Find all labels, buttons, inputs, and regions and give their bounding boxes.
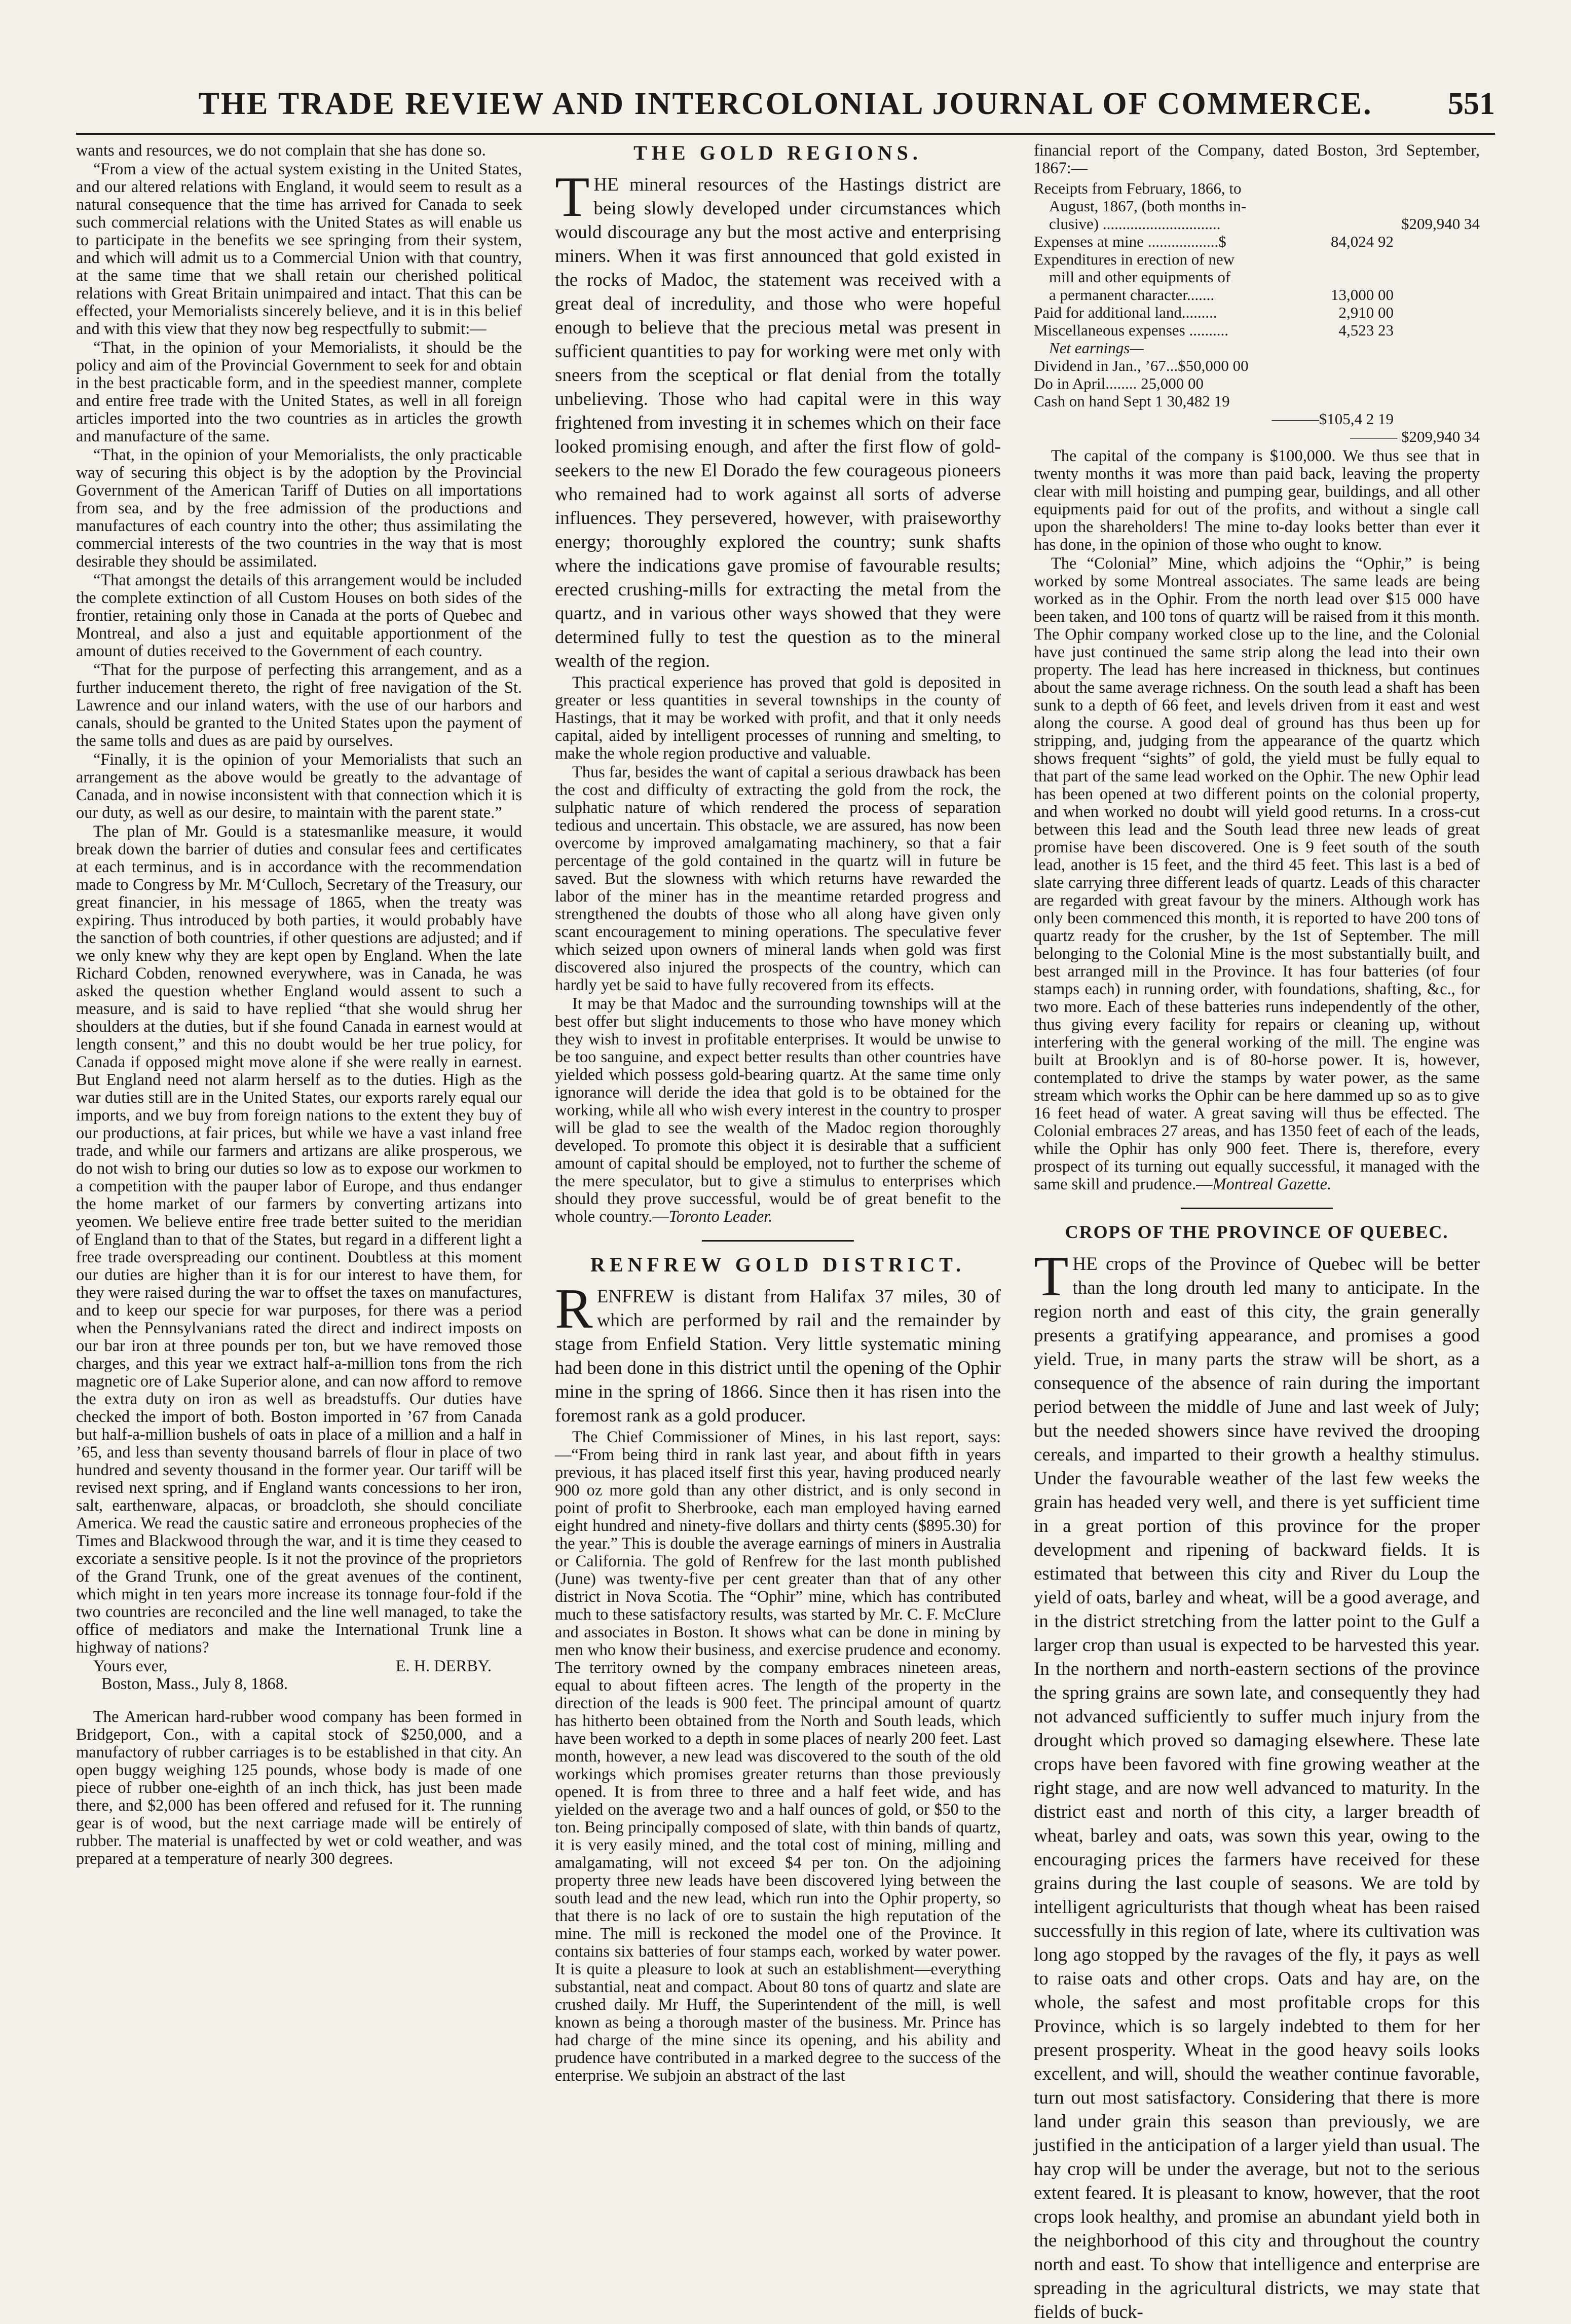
section-title-gold-regions: THE GOLD REGIONS. xyxy=(633,141,922,164)
header-rule xyxy=(76,133,1495,135)
fin-value: 13,000 00 xyxy=(1331,286,1394,304)
lead-paragraph xyxy=(555,1278,1001,1428)
fin-line: Net earnings— xyxy=(1049,339,1144,357)
paragraph: The Chief Commissioner of Mines, in his last report, says:—“From being third in rank last year, and about fifth in years previous, it has placed itself first this year, having produced nearly 900 oz more gold than any other district, and is only second in point of profit to Sherbrooke, each man employed having earned eight hundred and ninety-five dollars and thirty cents ($895.30) for the year.” This is double the average earnings of miners in Australia or California. The gold of Renfrew for the last month published (June) was twenty-five per cent greater than that of any other district in Nova Scotia. The “Ophir” mine, which has contributed much to these satisfactory results, was started by Mr. C. F. McClure and associates in Boston. It shows what can be done in mining by men who know their business, and exercise prudence and economy. The territory owned by the company embraces nineteen areas, equal to about fifteen acres. The length of the property in the direction of the leads is 900 feet. The principal amount of quartz has hitherto been obtained from the North and South leads, which have been worked to a depth in some places of nearly 200 feet. Last month, however, a new lead was discovered to the south of the old workings which promises greater returns than those previously opened. It is from three to three and a half feet wide, and has yielded on the average two and a half ounces of gold, or $50 to the ton. Being principally composed of slate, with thin bands of quartz, it is very easily mined, and the total cost of mining, milling and amalgamating, will not exceed $4 per ton. On the adjoining property three new leads have been discovered lying between the south lead and the new lead, which run into the Ophir property, so that there is no lack of ore to sustain the high reputation of the mine. The mill is reckoned the model one of the Province. It contains six batteries of four stamps each, worked by water power. It is quite a pleasure to look at such an establishment—everything substantial, neat and compact. About 80 tons of quartz and slate are crushed daily. Mr Huff, the Superintendent of the mill, is well known as being a thorough master of the business. Mr. Prince has had charge of the mine since its opening, and his ability and prudence have contributed in a marked degree to the success of the enterprise. We subjoin an abstract of the last xyxy=(555,1428,1001,2085)
column-1 xyxy=(76,142,522,2225)
fin-line: Expenditures in erection of new xyxy=(1034,250,1235,268)
column-2 xyxy=(555,142,1001,2225)
paragraph-text: It may be that Madoc and the surrounding townships will at the best offer but slight inducements to those who have money which they wish to invest in profitable enterprises. It would be unwise to be too sanguine, and expect better results than other countries have yielded which possess gold-bearing quartz. At the same time only ignorance will deride the idea that gold is to be obtained for the working, while all who wish every interest in the country to prosper will be glad to see the wealth of the Madoc region thoroughly developed. To promote this object it is desirable that a sufficient amount of capital should be employed, not to further the scheme of the mere speculator, but to give a stimulus to enterprises which should they prove successful, would be of great benefit to the whole country.— xyxy=(555,995,1001,1226)
paragraph: The American hard-rubber wood company has been formed in Bridgeport, Con., with a capital stock of $250,000, and a manufactory of rubber carriages is to be established in that city. An open buggy weighing 125 pounds, whose body is made of one piece of rubber one-eighth of an inch thick, has just been made there, and $2,000 has been offered and refused for it. The running gear is of wood, but the next carriage made will be entirely of rubber. The material is unaffected by wet or cold weather, and was prepared at a temperature of nearly 300 degrees. xyxy=(76,1708,522,1868)
lead-text: ENFREW is distant from Halifax 37 miles, 30 of which are performed by rail and the remainder by stage from Enfield Station. Very little systematic mining had been done in this district until the opening of the Ophir mine in the spring of 1866. Since then it has risen into the foremost rank as a gold producer. xyxy=(555,1286,1001,1426)
fin-label: a permanent character....... xyxy=(1049,286,1215,304)
fin-value: 4,523 23 xyxy=(1338,321,1394,339)
lead-paragraph xyxy=(1034,1245,1480,2324)
drop-cap: R xyxy=(555,1278,593,1340)
paragraph xyxy=(555,995,1001,1226)
source-credit: Toronto Leader. xyxy=(668,1208,773,1226)
fin-value: ——— $209,940 34 xyxy=(1350,428,1480,445)
page-title: THE TRADE REVIEW AND INTERCOLONIAL JOURNAL OF COMMERCE. xyxy=(198,87,1373,121)
fin-row xyxy=(1034,233,1480,250)
financial-report xyxy=(1034,179,1480,445)
paragraph: “That, in the opinion of your Memorialists, the only practicable way of securing this object is by the adoption by the Provincial Government of the American Tariff of Duties on all importations from sea, and by the free admission of the productions and manufactures of each country into the other; thus assimilating the commercial interests of the two countries in the way that is most desirable they should be assimilated. xyxy=(76,446,522,571)
fin-line: Receipts from February, 1866, to xyxy=(1034,179,1242,197)
fin-row xyxy=(1034,428,1480,445)
paragraph: “Finally, it is the opinion of your Memorialists that such an arrangement as the above would be greatly to the advantage of Canada, and in nowise inconsistent with that connection which it is our duty, as well as our desire, to maintain with the parent state.” xyxy=(76,751,522,822)
fin-line: Do in April........ 25,000 00 xyxy=(1034,374,1204,392)
fin-row xyxy=(1034,215,1480,233)
paragraph: The plan of Mr. Gould is a statesmanlike measure, it would break down the barrier of duties and consular fees and certificates at each terminus, and is in accordance with the recommendation made to Congress by Mr. M‘Culloch, Secretary of the Treasury, our great financier, in his message of 1865, when the treaty was expiring. Thus introduced by both parties, it would probably have the sanction of both countries, if other questions are adjusted; and if we only knew why they are kept open by England. When the late Richard Cobden, renowned everywhere, was in Canada, he was asked the question whether England would assent to such a measure, and is said to have replied “that she would shrug her shoulders at the duties, but if she found Canada in earnest would at length consent,” and this no doubt would be her true policy, for Canada if opposed might move alone if she were really in earnest. But England need not alarm herself as to the duties. High as the war duties still are in the United States, our exports rarely equal our imports, and we buy from foreign nations to the extent they buy of our productions, at fair prices, but while we have a vast inland free trade, and while our farmers and artizans are alike prosperous, we do not wish to bring our duties so low as to expose our workmen to a competition with the pauper labor of Europe, and thus endanger the home market of our farmers by converting artizans into yeomen. We believe entire free trade better suited to the meridian of England than to that of the States, but regard in a different light a free trade overspreading our continent. Doubtless at this moment our duties are higher than it is for our interest to have them, for they were raised during the war to offset the taxes on manufactures, and to keep our specie for war purposes, for there was a period when the Pennsylvanians rated the direct and indirect imposts on our bar iron at three pounds per ton, but we have removed those charges, and this year we extract half-a-million tons from the rich magnetic ore of Lake Superior alone, and can now afford to remove the extra duty on iron as well as breadstuffs. Our duties have checked the import of both. Boston imported in ’67 from Canada but half-a-million bushels of oats in place of a million and a half in ’65, and less than seventy thousand barrels of flour in place of two hundred and seventy thousand in the former year. Our tariff will be revised next spring, and if England wants concessions to her iron, salt, earthenware, alpacas, or broadcloth, she should conciliate America. We read the caustic satire and erroneous prophecies of the Times and Blackwood through the war, and it is time they ceased to excoriate a sensitive people. Is it not the province of the proprietors of the Grand Trunk, one of the great avenues of the continent, which might in ten years more increase its tonnage four-fold if the two countries are reconciled and the line well managed, to take the office of mediators and make the International Trunk line a highway of nations? xyxy=(76,822,522,1657)
fin-row xyxy=(1034,410,1480,428)
signature-name: E. H. DERBY. xyxy=(395,1657,492,1675)
fin-row xyxy=(1034,286,1480,304)
source-credit: Montreal Gazette. xyxy=(1212,1175,1332,1193)
page-number: 551 xyxy=(1448,87,1495,121)
fin-line: Cash on hand Sept 1 30,482 19 xyxy=(1034,392,1230,410)
fin-label: Expenses at mine ..................$ xyxy=(1034,233,1226,250)
paragraph: “That amongst the details of this arrangement would be included the complete extinction of all Custom Houses on both sides of the frontier, retaining only those in Canada at the ports of Quebec and Montreal, and also a just and equitable apportionment of the amount of duties received to the Government of each country. xyxy=(76,571,522,660)
paragraph-text: The “Colonial” Mine, which adjoins the “Ophir,” is being worked by some Montreal associates. The same leads are being worked as in the Ophir. From the north lead over $15 000 have been taken, and 100 tons of quartz will be raised from it this month. The Ophir company worked close up to the line, and the Colonial have just continued the same strip along the lead into their own property. The lead has here increased in thickness, but continues about the same average richness. On the south lead a shaft has been sunk to a depth of 66 feet, and levels driven from it east and west along the course. A good deal of ground has thus been up for stripping, and, judging from the appearance of the quartz which shows frequent “sights” of gold, the yield must be fully equal to that part of the same lead worked on the Ophir. The new Ophir lead has been opened at two different points on the colonial property, and when worked no doubt will yield good returns. In a cross-cut between this lead and the South lead three new leads of great promise have been discovered. One is 9 feet south of the south lead, another is 15 feet, and the third 45 feet. This last is a bed of slate carrying three different leads of quartz. Leads of this character are regarded with great favour by the miners. Although work has only been commenced this month, it is reported to have 200 tons of quartz ready for the crusher, by the 1st of September. The mill belonging to the Colonial Mine is the most substantially built, and best arranged mill in the Province. It has four batteries (of four stamps each) in running order, with foundations, shafting, &c., for two more. Each of these batteries runs independently of the other, thus giving every facility for repairs or cleaning up, without interfering with the general working of the mill. The engine was built at Brooklyn and is of 80-horse power. It is, however, contemplated to drive the stamps by water power, as the same stream which works the Ophir can be here dammed up so as to give 16 feet head of water. A great saving will thus be effected. The Colonial embraces 27 areas, and has 1350 feet of each of the leads, while the Ophir has only 900 feet. There is, therefore, every prospect of its turning out equally successful, it managed with the same skill and prudence.— xyxy=(1034,554,1480,1193)
paragraph: financial report of the Company, dated Boston, 3rd September, 1867:— xyxy=(1034,141,1480,177)
paragraph xyxy=(1034,555,1480,1193)
section-title-renfrew: RENFREW GOLD DISTRICT. xyxy=(590,1253,965,1276)
drop-cap: T xyxy=(555,166,590,229)
paragraph: The capital of the company is $100,000. We thus see that in twenty months it was more than paid back, leaving the property clear with mill hoisting and pumping gear, buildings, and all other equipments paid for out of the profits, and without a single call upon the shareholders! The mine to-day looks better than ever it has done, in the opinion of those who ought to know. xyxy=(1034,447,1480,554)
fin-value: $209,940 34 xyxy=(1401,215,1480,233)
fin-label: Paid for additional land......... xyxy=(1034,304,1217,321)
paragraph: This practical experience has proved that gold is deposited in greater or less quantities in several townships in the county of Hastings, that it may be worked with profit, and that it only needs capital, aided by intelligent processes of running and smelting, to make the whole region productive and valuable. xyxy=(555,673,1001,763)
lead-text: HE mineral resources of the Hastings district are being slowly developed under circumstances which would discourage any but the most active and enterprising miners. When it was first announced that gold existed in the rocks of Madoc, the statement was received with a great deal of incredulity, and those who were hopeful enough to believe that the precious metal was present in sufficient quantities to pay for working were met only with sneers from the sceptical or flat denial from the totally unbelieving. Those who had capital were in this way frightened from investing it in schemes which on their face looked promising enough, and after the first flow of gold-seekers to the new El Dorado the few courageous pioneers who remained had to work against all sorts of adverse influences. They persevered, however, with praiseworthy energy; thoroughly explored the country; sunk shafts where the indications gave promise of favourable results; erected crushing-mills for extracting the metal from the quartz, and in various other ways showed that they were determined fully to test the question as to the mineral wealth of the region. xyxy=(555,174,1001,671)
signature-closing: Yours ever, xyxy=(93,1657,168,1675)
lead-text: HE crops of the Province of Quebec will be better than the long drouth led many to anticipate. In the region north and east of this city, the grain generally presents a gratifying appearance, and promises a good yield. True, in many parts the straw will be short, as a consequence of the absence of rain during the important period between the middle of June and last week of July; but the needed showers since have revived the drooping cereals, and imparted to their growth a healthy stimulus. Under the favourable weather of the last few weeks the grain has headed very well, and there is yet sufficient time in a great portion of this province for the proper development and ripening of backward fields. It is estimated that between this city and River du Loup the yield of oats, barley and wheat, will be a good average, and in the district stretching from the latter point to the Gulf a larger crop than usual is expected to be harvested this year. In the northern and north-eastern sections of the province the spring grains are sown late, and consequently they had not advanced sufficiently to suffer much injury from the drought which proved so damaging elsewhere. These late crops have been favored with fine growing weather at the right stage, and are now well advanced to maturity. In the district east and north of this city, a larger breadth of wheat, barley and oats, was sown this year, owing to the encouraging prices the farmers have received for these grains during the last couple of seasons. We are told by intelligent agriculturists that though wheat has been raised successfully in this region of late, where its cultivation was long ago stopped by the ravages of the fly, it pays as well to raise oats and other crops. Oats and hay are, on the whole, the safest and most profitable crops for this Province, which is so largely indebted to them for her present prosperity. Wheat in the good heavy soils looks excellent, and will, should the weather continue favorable, turn out most satisfactory. Considering that there is more land under grain this season than previously, we are justified in the anticipation of a larger yield than usual. The hay crop will be under the average, but not to the serious extent feared. It is pleasant to know, however, that the root crops look healthy, and promise an abundant yield both in the neighborhood of this city and throughout the country north and east. To show that intelligence and enterprise are spreading in the agricultural districts, we may state that fields of buck- xyxy=(1034,1254,1480,2322)
paragraph: “That for the purpose of perfecting this arrangement, and as a further inducement thereto, the right of free navigation of the St. Lawrence and our inland waters, with the use of our harbors and canals, should be granted to the United States upon the payment of the same tolls and dues as are paid by ourselves. xyxy=(76,661,522,750)
fin-line: August, 1867, (both months in- xyxy=(1049,197,1247,215)
paragraph: “From a view of the actual system existing in the United States, and our altered relations with England, it would seem to result as a natural consequence that the time has arrived for Canada to seek such commercial relations with the United States as will enable us to participate in the benefits we see springing from their system, and which will admit us to a Commercial Union with that country, at the same time that we shall retain our cherished political relations with Great Britain unimpaired and intact. That this can be effected, your Memorialists sincerely believe, and it is in this belief and with this view that they now beg respectfully to submit:— xyxy=(76,160,522,338)
section-title-crops: CROPS OF THE PROVINCE OF QUEBEC. xyxy=(1065,1222,1449,1242)
fin-label: clusive) .............................. xyxy=(1049,215,1221,233)
signature-place: Boston, Mass., July 8, 1868. xyxy=(101,1675,288,1693)
paragraph: wants and resources, we do not complain that she has done so. xyxy=(76,141,486,160)
page-header xyxy=(76,76,1495,132)
fin-row xyxy=(1034,321,1480,339)
fin-line: mill and other equipments of xyxy=(1049,268,1231,286)
section-divider xyxy=(702,1240,854,1242)
lead-paragraph xyxy=(555,166,1001,673)
column-3 xyxy=(1034,141,1480,2322)
fin-value: ———$105,4 2 19 xyxy=(1271,410,1394,428)
paragraph: Thus far, besides the want of capital a serious drawback has been the cost and difficulty of extracting the gold from the rock, the sulphatic nature of which rendered the process of separation tedious and uncertain. This obstacle, we are assured, has now been overcome by improved amalgamating machinery, so that a fair percentage of the gold contained in the quartz will in future be saved. But the slowness with which returns have rewarded the labor of the miner has in the meantime retarded progress and strengthened the doubts of those who all along have given only scant encouragement to mining operations. The speculative fever which seized upon owners of mineral lands when gold was first discovered also injured the prospects of the country, which can hardly yet be said to have fully recovered from its effects. xyxy=(555,763,1001,994)
drop-cap: T xyxy=(1034,1245,1069,1308)
fin-label: Miscellaneous expenses .......... xyxy=(1034,321,1228,339)
section-divider xyxy=(1181,1208,1333,1209)
letter-signature xyxy=(76,1658,522,1675)
paragraph: “That, in the opinion of your Memorialists, it should be the policy and aim of the Provincial Government to seek for and obtain in the best practicable form, and in the speediest manner, complete and entire free trade with the United States, as well in all foreign articles imported into the two countries as in articles the growth and manufacture of the same. xyxy=(76,339,522,445)
fin-line: Dividend in Jan., ’67...$50,000 00 xyxy=(1034,357,1249,374)
fin-value: 84,024 92 xyxy=(1331,233,1394,250)
fin-value: 2,910 00 xyxy=(1338,304,1394,321)
fin-row xyxy=(1034,304,1480,321)
